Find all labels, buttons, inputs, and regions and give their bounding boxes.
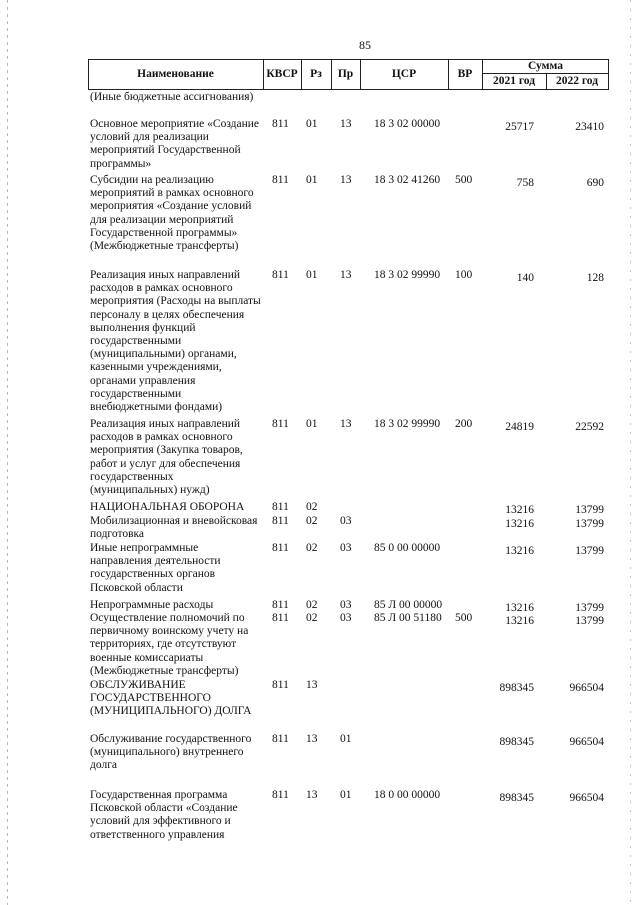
row-rz: 13 (306, 679, 318, 691)
row-csr: 18 0 00 00000 (374, 789, 441, 801)
row-sum-2021: 758 (516, 177, 534, 189)
row-sum-2021: 13216 (505, 504, 534, 516)
row-sum-2022: 690 (586, 177, 604, 189)
row-csr: 85 0 00 00000 (374, 542, 441, 554)
row-sum-2021: 25717 (505, 121, 534, 133)
row-sum-2022: 13799 (575, 504, 604, 516)
row-kvsr: 811 (272, 269, 289, 281)
row-name: Реализация иных направлений расходов в рамках основного мероприятия (Расходы на выплаты персоналу в целях обеспечения выполнения функций государственными (муниципальными) органами, казенными учреждениями, органами управления государственными внебюджетными фондами) (90, 269, 261, 414)
row-name: Государственная программа Псковской области «Создание условий для эффективного и ответственного управления (90, 789, 238, 841)
row-name: Обслуживание государственного (муниципального) внутреннего долга (90, 733, 252, 772)
row-kvsr: 811 (272, 679, 289, 691)
header-year-2021: 2021 год (492, 75, 536, 87)
row-name: Непрограммные расходы (90, 599, 214, 611)
row-rz: 02 (306, 612, 318, 624)
row-sum-2021: 898345 (499, 682, 534, 694)
row-sum-2021: 13216 (505, 615, 534, 627)
row-kvsr: 811 (272, 501, 289, 513)
row-pr: 13 (340, 418, 352, 430)
row-name: ОБСЛУЖИВАНИЕ ГОСУДАРСТВЕННОГО (МУНИЦИПАЛЬНОГО) ДОЛГА (90, 679, 252, 718)
row-sum-2022: 13799 (575, 602, 604, 614)
row-pr: 03 (340, 542, 352, 554)
row-sum-2022: 13799 (575, 545, 604, 557)
row-sum-2021: 13216 (505, 602, 534, 614)
row-pr: 13 (340, 174, 352, 186)
row-rz: 13 (306, 733, 318, 745)
row-sum-2021: 140 (516, 272, 534, 284)
row-csr: 18 3 02 41260 (374, 174, 441, 186)
scan-edge-right (630, 0, 631, 905)
row-rz: 02 (306, 515, 318, 527)
row-sum-2021: 898345 (499, 736, 534, 748)
header-border-bottom (88, 89, 609, 90)
row-kvsr: 811 (272, 418, 289, 430)
row-kvsr: 811 (272, 118, 289, 130)
row-vr: 200 (455, 418, 473, 430)
row-kvsr: 811 (272, 515, 289, 527)
header-year-2022: 2022 год (555, 75, 599, 87)
row-pr: 03 (340, 612, 352, 624)
row-kvsr: 811 (272, 174, 289, 186)
row-sum-2021: 898345 (499, 792, 534, 804)
row-name: Осуществление полномочий по первичному воинскому учету на территориях, где отсутствуют военные комиссариаты (Межбюджетные трансферты) (90, 612, 249, 677)
row-kvsr: 811 (272, 542, 289, 554)
row-vr: 100 (455, 269, 473, 281)
row-pr: 13 (340, 269, 352, 281)
row-rz: 02 (306, 542, 318, 554)
row-name: Субсидии на реализацию мероприятий в рамках основного мероприятия «Создание условий для реализации мероприятий Государственной программы» (Межбюджетные трансферты) (90, 174, 254, 253)
header-vr: ВР (457, 68, 473, 80)
row-pr: 01 (340, 733, 352, 745)
row-sum-2022: 13799 (575, 615, 604, 627)
row-csr: 85 Л 00 00000 (374, 599, 443, 611)
row-sum-2021: 13216 (505, 545, 534, 557)
row-rz: 01 (306, 269, 318, 281)
row-sum-2022: 966504 (569, 736, 604, 748)
row-sum-2022: 13799 (575, 518, 604, 530)
scan-edge-left (7, 0, 8, 905)
row-csr: 18 3 02 99990 (374, 269, 441, 281)
row-name: Мобилизационная и вневойсковая подготовка (90, 515, 258, 541)
header-csr: ЦСР (391, 68, 417, 80)
row-name: Иные непрограммные направления деятельности государственных органов Псковской области (90, 542, 221, 594)
row-name: (Иные бюджетные ассигнования) (90, 91, 254, 103)
table-header (88, 59, 609, 90)
header-kvsr: КВСР (266, 68, 298, 80)
row-csr: 85 Л 00 51180 (374, 612, 442, 624)
row-vr: 500 (455, 174, 473, 186)
row-sum-2022: 23410 (575, 121, 604, 133)
header-rz: Рз (310, 68, 322, 80)
row-csr: 18 3 02 99990 (374, 418, 441, 430)
row-vr: 500 (455, 612, 473, 624)
row-sum-2022: 966504 (569, 792, 604, 804)
row-rz: 02 (306, 599, 318, 611)
page-number: 85 (359, 38, 371, 52)
row-kvsr: 811 (272, 733, 289, 745)
row-name: Основное мероприятие «Создание условий для реализации мероприятий Государственной программы» (90, 118, 260, 170)
row-kvsr: 811 (272, 789, 289, 801)
row-kvsr: 811 (272, 612, 289, 624)
row-pr: 03 (340, 599, 352, 611)
row-kvsr: 811 (272, 599, 289, 611)
header-pr: Пр (337, 68, 354, 80)
row-sum-2021: 13216 (505, 518, 534, 530)
row-pr: 13 (340, 118, 352, 130)
row-sum-2022: 128 (586, 272, 604, 284)
row-rz: 01 (306, 118, 318, 130)
row-sum-2021: 24819 (505, 421, 534, 433)
row-sum-2022: 22592 (575, 421, 604, 433)
row-pr: 01 (340, 789, 352, 801)
row-rz: 02 (306, 501, 318, 513)
header-sum: Сумма (528, 60, 563, 72)
row-name: Реализация иных направлений расходов в рамках основного мероприятия (Закупка товаров, работ и услуг для обеспечения государственных (муниципальных) нужд) (90, 418, 243, 497)
row-pr: 03 (340, 515, 352, 527)
row-rz: 01 (306, 174, 318, 186)
row-csr: 18 3 02 00000 (374, 118, 441, 130)
row-name: НАЦИОНАЛЬНАЯ ОБОРОНА (90, 501, 245, 513)
row-sum-2022: 966504 (569, 682, 604, 694)
header-name: Наименование (137, 68, 214, 80)
row-rz: 01 (306, 418, 318, 430)
row-rz: 13 (306, 789, 318, 801)
